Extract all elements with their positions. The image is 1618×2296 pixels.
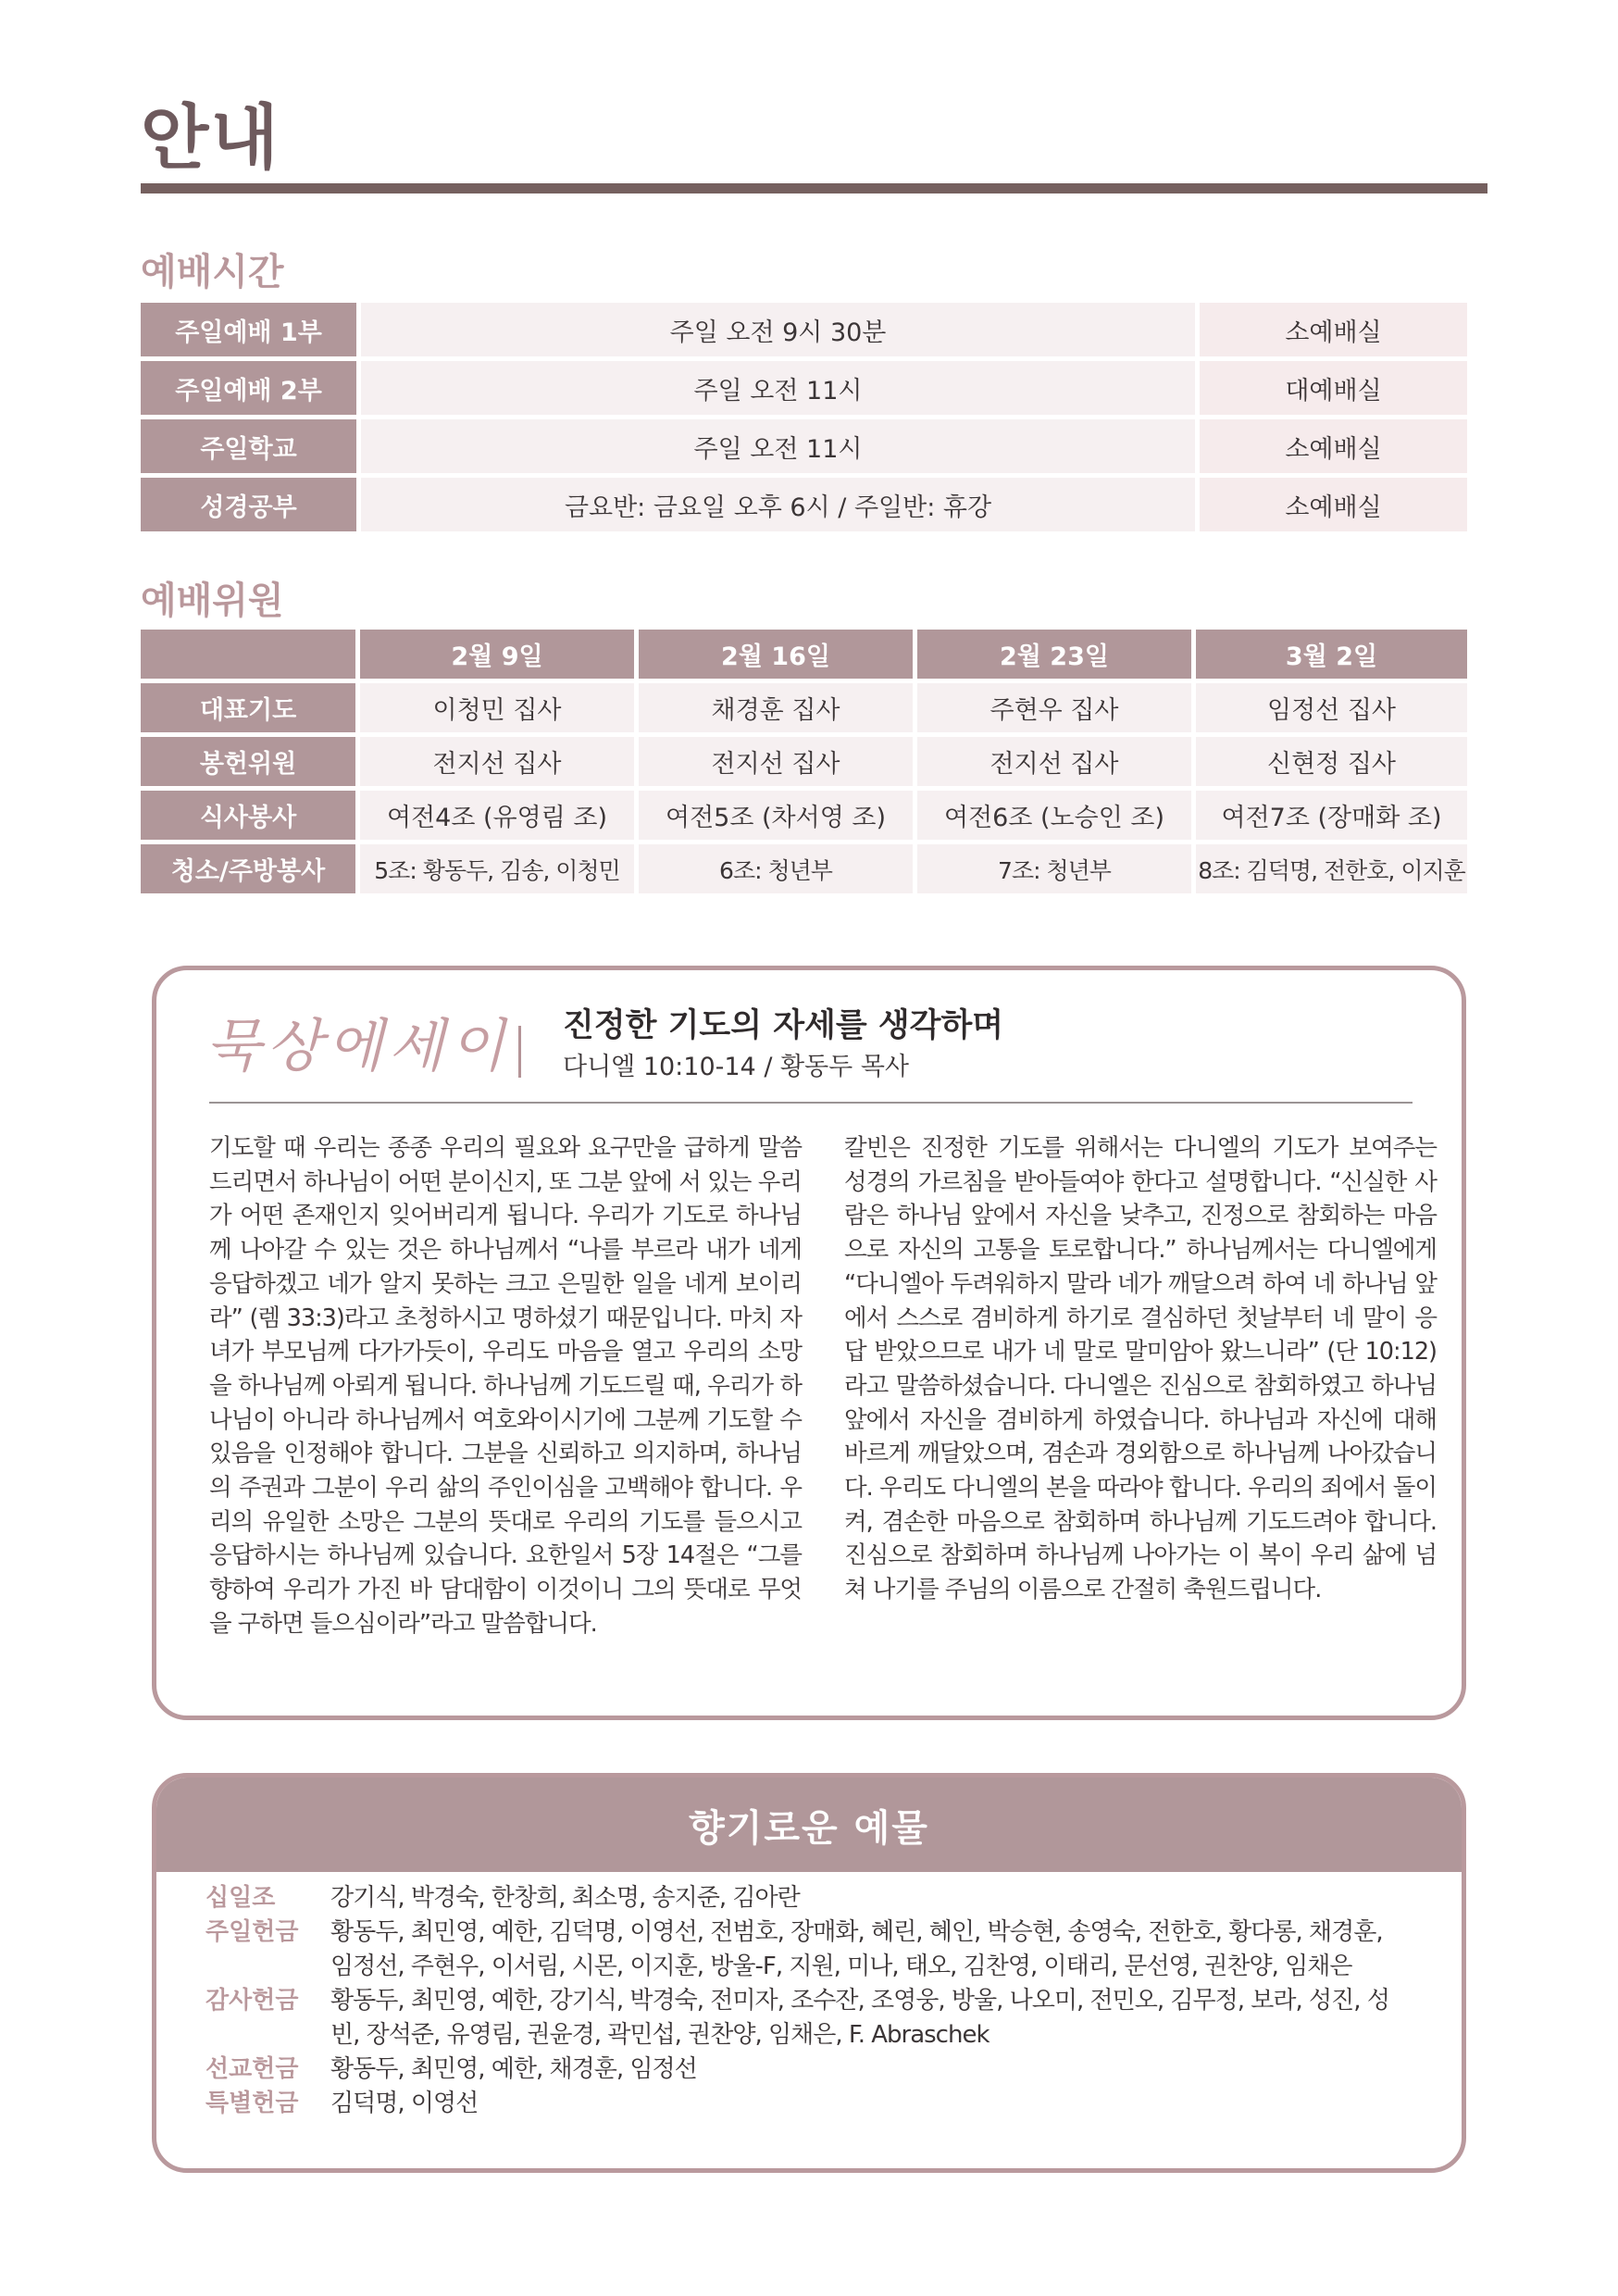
service-time: 주일 오전 11시	[361, 419, 1195, 473]
essay-body-left: 기도할 때 우리는 종종 우리의 필요와 요구만을 급하게 말씀드리면서 하나님이 어떤 분이신지, 또 그분 앞에 서 있는 우리가 어떤 존재인지 잊어버리게 됩니다. 우리가 기도로 하나님께 나아갈 수 있는 것은 하나님께서 “나를 부르라 내가 네게 응답하겠고 네가 알지 못하는 크고 은밀한 일을 네게 보이리라” (렘 33:3)라고 초청하시고 명하셨기 때문입니다. 마치 자녀가 부모님께 다가가듯이, 우리도 마음을 열고 우리의 소망을 하나님께 아뢰게 됩니다. 하나님께 기도드릴 때, 우리가 하나님이 아니라 하나님께서 여호와이시기에 그분께 기도할 수 있음을 인정해야 합니다. 그분을 신뢰하고 의지하며, 하나님의 주권과 그분이 우리 삶의 주인이심을 고백해야 합니다. 우리의 유일한 소망은 그분의 뜻대로 우리의 기도를 들으시고 응답하시는 하나님께 있습니다. 요한일서 5장 14절은 “그를 향하여 우리가 가진 바 담대함이 이것이니 그의 뜻대로 무엇을 구하면 들으심이라”라고 말씀합니다.	[209, 1134, 802, 1638]
role-cell: 전지선 집사	[360, 737, 634, 786]
essay-reference: 다니엘 10:10-14 / 황동두 목사	[563, 1053, 909, 1081]
essay-body-right: 칼빈은 진정한 기도를 위해서는 다니엘의 기도가 보여주는 성경의 가르침을 받아들여야 한다고 설명합니다. “신실한 사람은 하나님 앞에서 자신을 낮추고, 진정으로 참회하는 마음으로 자신의 고통을 토로합니다.” 하나님께서는 다니엘에게 “다니엘아 두려워하지 말라 네가 깨달으려 하여 네 하나님 앞에서 스스로 겸비하게 하기로 결심하던 첫날부터 네 말이 응답 받았으므로 내가 네 말로 말미암아 왔느니라” (단 10:12)라고 말씀하셨습니다. 다니엘은 진심으로 참회하였고 하나님 앞에서 자신을 겸비하게 하였습니다. 하나님과 자신에 대해 바르게 깨달았으며, 겸손과 경외함으로 하나님께 나아갔습니다. 우리도 다니엘의 본을 따라야 합니다. 우리의 죄에서 돌이켜, 겸손한 마음으로 참회하며 하나님께 기도드려야 합니다. 진심으로 참회하며 하나님께 나아가는 이 복이 우리 삶에 넘쳐 나기를 주님의 이름으로 간절히 축원드립니다.	[844, 1134, 1437, 1604]
schedule-row	[141, 478, 1467, 531]
schedule-row	[141, 361, 1467, 415]
service-name: 성경공부	[141, 478, 356, 531]
service-place: 소예배실	[1200, 478, 1467, 531]
schedule-section-title: 예배시간	[141, 251, 284, 293]
role-cell: 임정선 집사	[1196, 683, 1467, 732]
essay-rule	[209, 1102, 1413, 1104]
offering-names: 황동두, 최민영, 예한, 강기식, 박경숙, 전미자, 조수잔, 조영웅, 방울, 나오미, 전민오, 김무정, 보라, 성진, 성빈, 장석준, 유영림, 권윤경, 곽민섭, 권찬양, 임채은, F. Abraschek	[330, 1987, 1389, 2049]
roles-header-row	[141, 630, 1467, 679]
roles-table	[136, 625, 1472, 898]
offering-label: 감사헌금	[205, 1987, 299, 2015]
offering-row	[205, 1984, 1409, 2053]
offering-label: 십일조	[205, 1884, 276, 1912]
date-header: 2월 23일	[917, 630, 1191, 679]
roles-row	[141, 791, 1467, 840]
offering-title: 향기로운 예물	[689, 1806, 929, 1850]
offering-names: 김덕명, 이영선	[330, 2090, 479, 2117]
roles-section-title: 예배위원	[141, 580, 284, 622]
schedule-table	[136, 298, 1472, 536]
role-name: 봉헌위원	[141, 737, 355, 786]
role-cell: 채경훈 집사	[639, 683, 913, 732]
offering-header	[156, 1778, 1462, 1872]
service-name: 주일학교	[141, 419, 356, 473]
offering-names: 황동두, 최민영, 예한, 채경훈, 임정선	[330, 2055, 697, 2083]
role-cell: 여전4조 (유영림 조)	[360, 791, 634, 840]
offering-row	[205, 1881, 1409, 1915]
role-cell: 6조: 청년부	[639, 844, 913, 893]
service-name: 주일예배 2부	[141, 361, 356, 415]
offering-label: 주일헌금	[205, 1918, 299, 1946]
date-header: 2월 16일	[639, 630, 913, 679]
role-cell: 여전7조 (장매화 조)	[1196, 791, 1467, 840]
role-cell: 신현정 집사	[1196, 737, 1467, 786]
service-time: 주일 오전 9시 30분	[361, 303, 1195, 356]
offering-row	[205, 2053, 1409, 2087]
role-cell: 주현우 집사	[917, 683, 1191, 732]
offering-list	[205, 1881, 1409, 2121]
service-place: 소예배실	[1200, 419, 1467, 473]
essay-label: 묵상에세이	[205, 1012, 511, 1079]
role-cell: 5조: 황동두, 김송, 이청민	[360, 844, 634, 893]
date-header: 3월 2일	[1196, 630, 1467, 679]
service-place: 대예배실	[1200, 361, 1467, 415]
page-title: 안내	[141, 96, 280, 179]
title-divider	[141, 183, 1487, 193]
offering-label: 선교헌금	[205, 2055, 299, 2083]
role-cell: 여전5조 (차서영 조)	[639, 791, 913, 840]
offering-names: 강기식, 박경숙, 한창희, 최소명, 송지준, 김아란	[330, 1884, 800, 1912]
role-cell: 8조: 김덕명, 전한호, 이지훈	[1196, 844, 1467, 893]
role-cell: 전지선 집사	[639, 737, 913, 786]
essay-divider-bar	[518, 1026, 521, 1078]
role-cell: 여전6조 (노승인 조)	[917, 791, 1191, 840]
service-name: 주일예배 1부	[141, 303, 356, 356]
role-cell: 전지선 집사	[917, 737, 1191, 786]
schedule-row	[141, 303, 1467, 356]
service-time: 금요반: 금요일 오후 6시 / 주일반: 휴강	[361, 478, 1195, 531]
roles-row	[141, 737, 1467, 786]
roles-row	[141, 844, 1467, 893]
schedule-row	[141, 419, 1467, 473]
offering-row	[205, 1915, 1409, 1984]
service-time: 주일 오전 11시	[361, 361, 1195, 415]
role-cell: 이청민 집사	[360, 683, 634, 732]
role-cell: 7조: 청년부	[917, 844, 1191, 893]
role-name: 식사봉사	[141, 791, 355, 840]
service-place: 소예배실	[1200, 303, 1467, 356]
offering-label: 특별헌금	[205, 2090, 299, 2117]
essay-title: 진정한 기도의 자세를 생각하며	[563, 1007, 1004, 1044]
role-name: 대표기도	[141, 683, 355, 732]
offering-row	[205, 2087, 1409, 2121]
roles-corner-cell	[141, 630, 355, 679]
roles-row	[141, 683, 1467, 732]
role-name: 청소/주방봉사	[141, 844, 355, 893]
offering-names: 황동두, 최민영, 예한, 김덕명, 이영선, 전범호, 장매화, 혜린, 혜인, 박승현, 송영숙, 전한호, 황다롱, 채경훈, 임정선, 주현우, 이서림, 시몬, 이지훈, 방울-F, 지원, 미나, 태오, 김찬영, 이태리, 문선영, 권찬양, 임채은	[330, 1918, 1383, 1980]
date-header: 2월 9일	[360, 630, 634, 679]
